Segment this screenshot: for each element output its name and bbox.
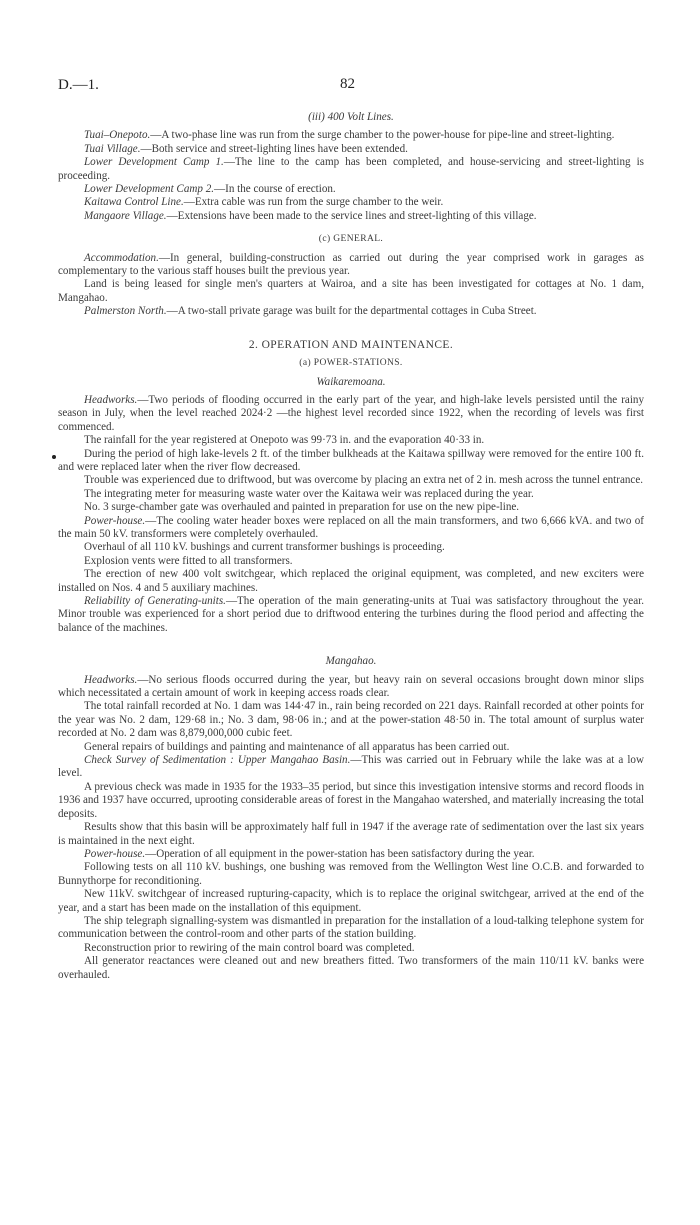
paragraph: The rainfall for the year registered at Onepoto was 99·73 in. and the evaporation 40·33 in. [84, 434, 485, 447]
paragraph: Overhaul of all 110 kV. bushings and current transformer bushings is proceeding. [84, 541, 445, 554]
paragraph: Explosion vents were fitted to all transformers. [84, 554, 293, 567]
section-heading-general: (c) GENERAL. [318, 234, 384, 245]
paragraph: Tuai Village.—Both service and street-lighting lines have been extended. [84, 142, 408, 155]
paragraph: No. 3 surge-chamber gate was overhauled and painted in preparation for use on the new pipe-line. [84, 501, 520, 514]
paragraph: Reconstruction prior to rewiring of the main control board was completed. [84, 941, 415, 954]
paragraph: Check Survey of Sedimentation : Upper Mangahao Basin.—This was carried out in February while the lake was at a low level. [58, 754, 644, 780]
section-heading-400-volt-lines: (iii) 400 Volt Lines. [308, 111, 394, 123]
paragraph: Headworks.—Two periods of flooding occurred in the early part of the year, and high-lake levels persisted until the rainy season in July, when the level reached 2024·2 —the highest level recorded since 1922, when the recording of levels was first commenced. [58, 393, 644, 433]
paragraph: Trouble was experienced due to driftwood, but was overcome by placing an extra net of 2 in. mesh across the tunnel entrance. [84, 474, 644, 487]
page-number: 82 [340, 76, 355, 92]
station-heading-mangahao: Mangahao. [325, 655, 377, 668]
paragraph: The total rainfall recorded at No. 1 dam was 144·47 in., rain being recorded on 221 days. Rainfall recorded at other points for the year was No. 2 dam, 129·68 in.; No. 3 dam, 98·06 in.; and at the power-station 48·50 in. The total amount of surplus water recorded at No. 2 dam was 8,879,000,000 cubic feet. [58, 700, 644, 740]
paragraph: Palmerston North.—A two-stall private garage was built for the departmental cottages in Cuba Street. [84, 305, 537, 318]
paragraph: During the period of high lake-levels 2 ft. of the timber bulkheads at the Kaitawa spillway were removed for the entire 100 ft. and were replaced later when the river flow decreased. [58, 447, 644, 473]
paragraph: Reliability of Generating-units.—The operation of the main generating-units at Tuai was satisfactory throughout the year. Minor trouble was experienced for a short period due to driftwood entering the turbines during the flood period and affecting the balance of the machines. [58, 595, 644, 634]
paragraph: The integrating meter for measuring waste water over the Kaitawa weir was replaced during the year. [84, 487, 534, 500]
station-heading-waikaremoana: Waikaremoana. [316, 375, 386, 388]
paragraph: The erection of new 400 volt switchgear, which replaced the original equipment, was completed, and new exciters were installed on Nos. 4 and 5 auxiliary machines. [58, 568, 644, 594]
subsection-heading-power-stations: (a) POWER-STATIONS. [299, 358, 403, 369]
paragraph: New 11kV. switchgear of increased rupturing-capacity, which is to replace the original switchgear, arrived at the end of the year, and a start has been made on the installation of this equipment. [58, 888, 644, 914]
paragraph: Power-house.—The cooling water header boxes were replaced on all the main transformers, and two 6,666 kVA. and two of the main 50 kV. transformers were completely overhauled. [58, 514, 644, 540]
paragraph: Mangaore Village.—Extensions have been made to the service lines and street-lighting of this village. [84, 209, 537, 222]
paragraph: The ship telegraph signalling-system was dismantled in preparation for the installation of a loud-talking telephone system for communication between the control-room and other parts of the station building. [58, 914, 644, 941]
paragraph: Land is being leased for single men's quarters at Wairoa, and a site has been investigated for cottages at No. 1 dam, Mangahao. [58, 278, 644, 304]
paragraph: Following tests on all 110 kV. bushings, one bushing was removed from the Wellington West line O.C.B. and forwarded to Bunnythorpe for reconditioning. [58, 861, 644, 887]
paragraph: Power-house.—Operation of all equipment in the power-station has been satisfactory during the year. [84, 847, 535, 860]
paragraph: Results show that this basin will be approximately half full in 1947 if the average rate of sedimentation over the last six years is maintained in the next eight. [58, 821, 644, 847]
paragraph: All generator reactances were cleaned out and new breathers fitted. Two transformers of the main 110/11 kV. banks were overhauled. [58, 955, 644, 981]
paragraph: Lower Development Camp 2.—In the course of erection. [84, 183, 336, 196]
margin-mark [52, 455, 56, 459]
paragraph: Tuai–Onepoto.—A two-phase line was run from the surge chamber to the power-house for pipe-line and street-lighting. [84, 129, 615, 142]
section-heading-operation: 2. OPERATION AND MAINTENANCE. [248, 338, 454, 351]
paragraph: Kaitawa Control Line.—Extra cable was run from the surge chamber to the weir. [84, 196, 444, 209]
document-body [58, 111, 644, 982]
document-reference: D.—1. [58, 77, 99, 93]
paragraph: Lower Development Camp 1.—The line to the camp has been completed, and house-servicing and street-lighting is proceeding. [58, 156, 644, 182]
paragraph: General repairs of buildings and painting and maintenance of all apparatus has been carried out. [84, 740, 510, 753]
paragraph: Accommodation.—In general, building-construction as carried out during the year comprised work in garages as complementary to the various staff houses built the previous year. [58, 251, 644, 278]
paragraph: Headworks.—No serious floods occurred during the year, but heavy rain on several occasions brought down minor slips which necessitated a certain amount of work in keeping access roads clear. [58, 673, 644, 700]
paragraph: A previous check was made in 1935 for the 1933–35 period, but since this investigation intensive storms and record floods in 1936 and 1937 have occurred, uprooting considerable areas of forest in the Mangahao watershed, and materially increasing the total deposits. [58, 780, 644, 820]
